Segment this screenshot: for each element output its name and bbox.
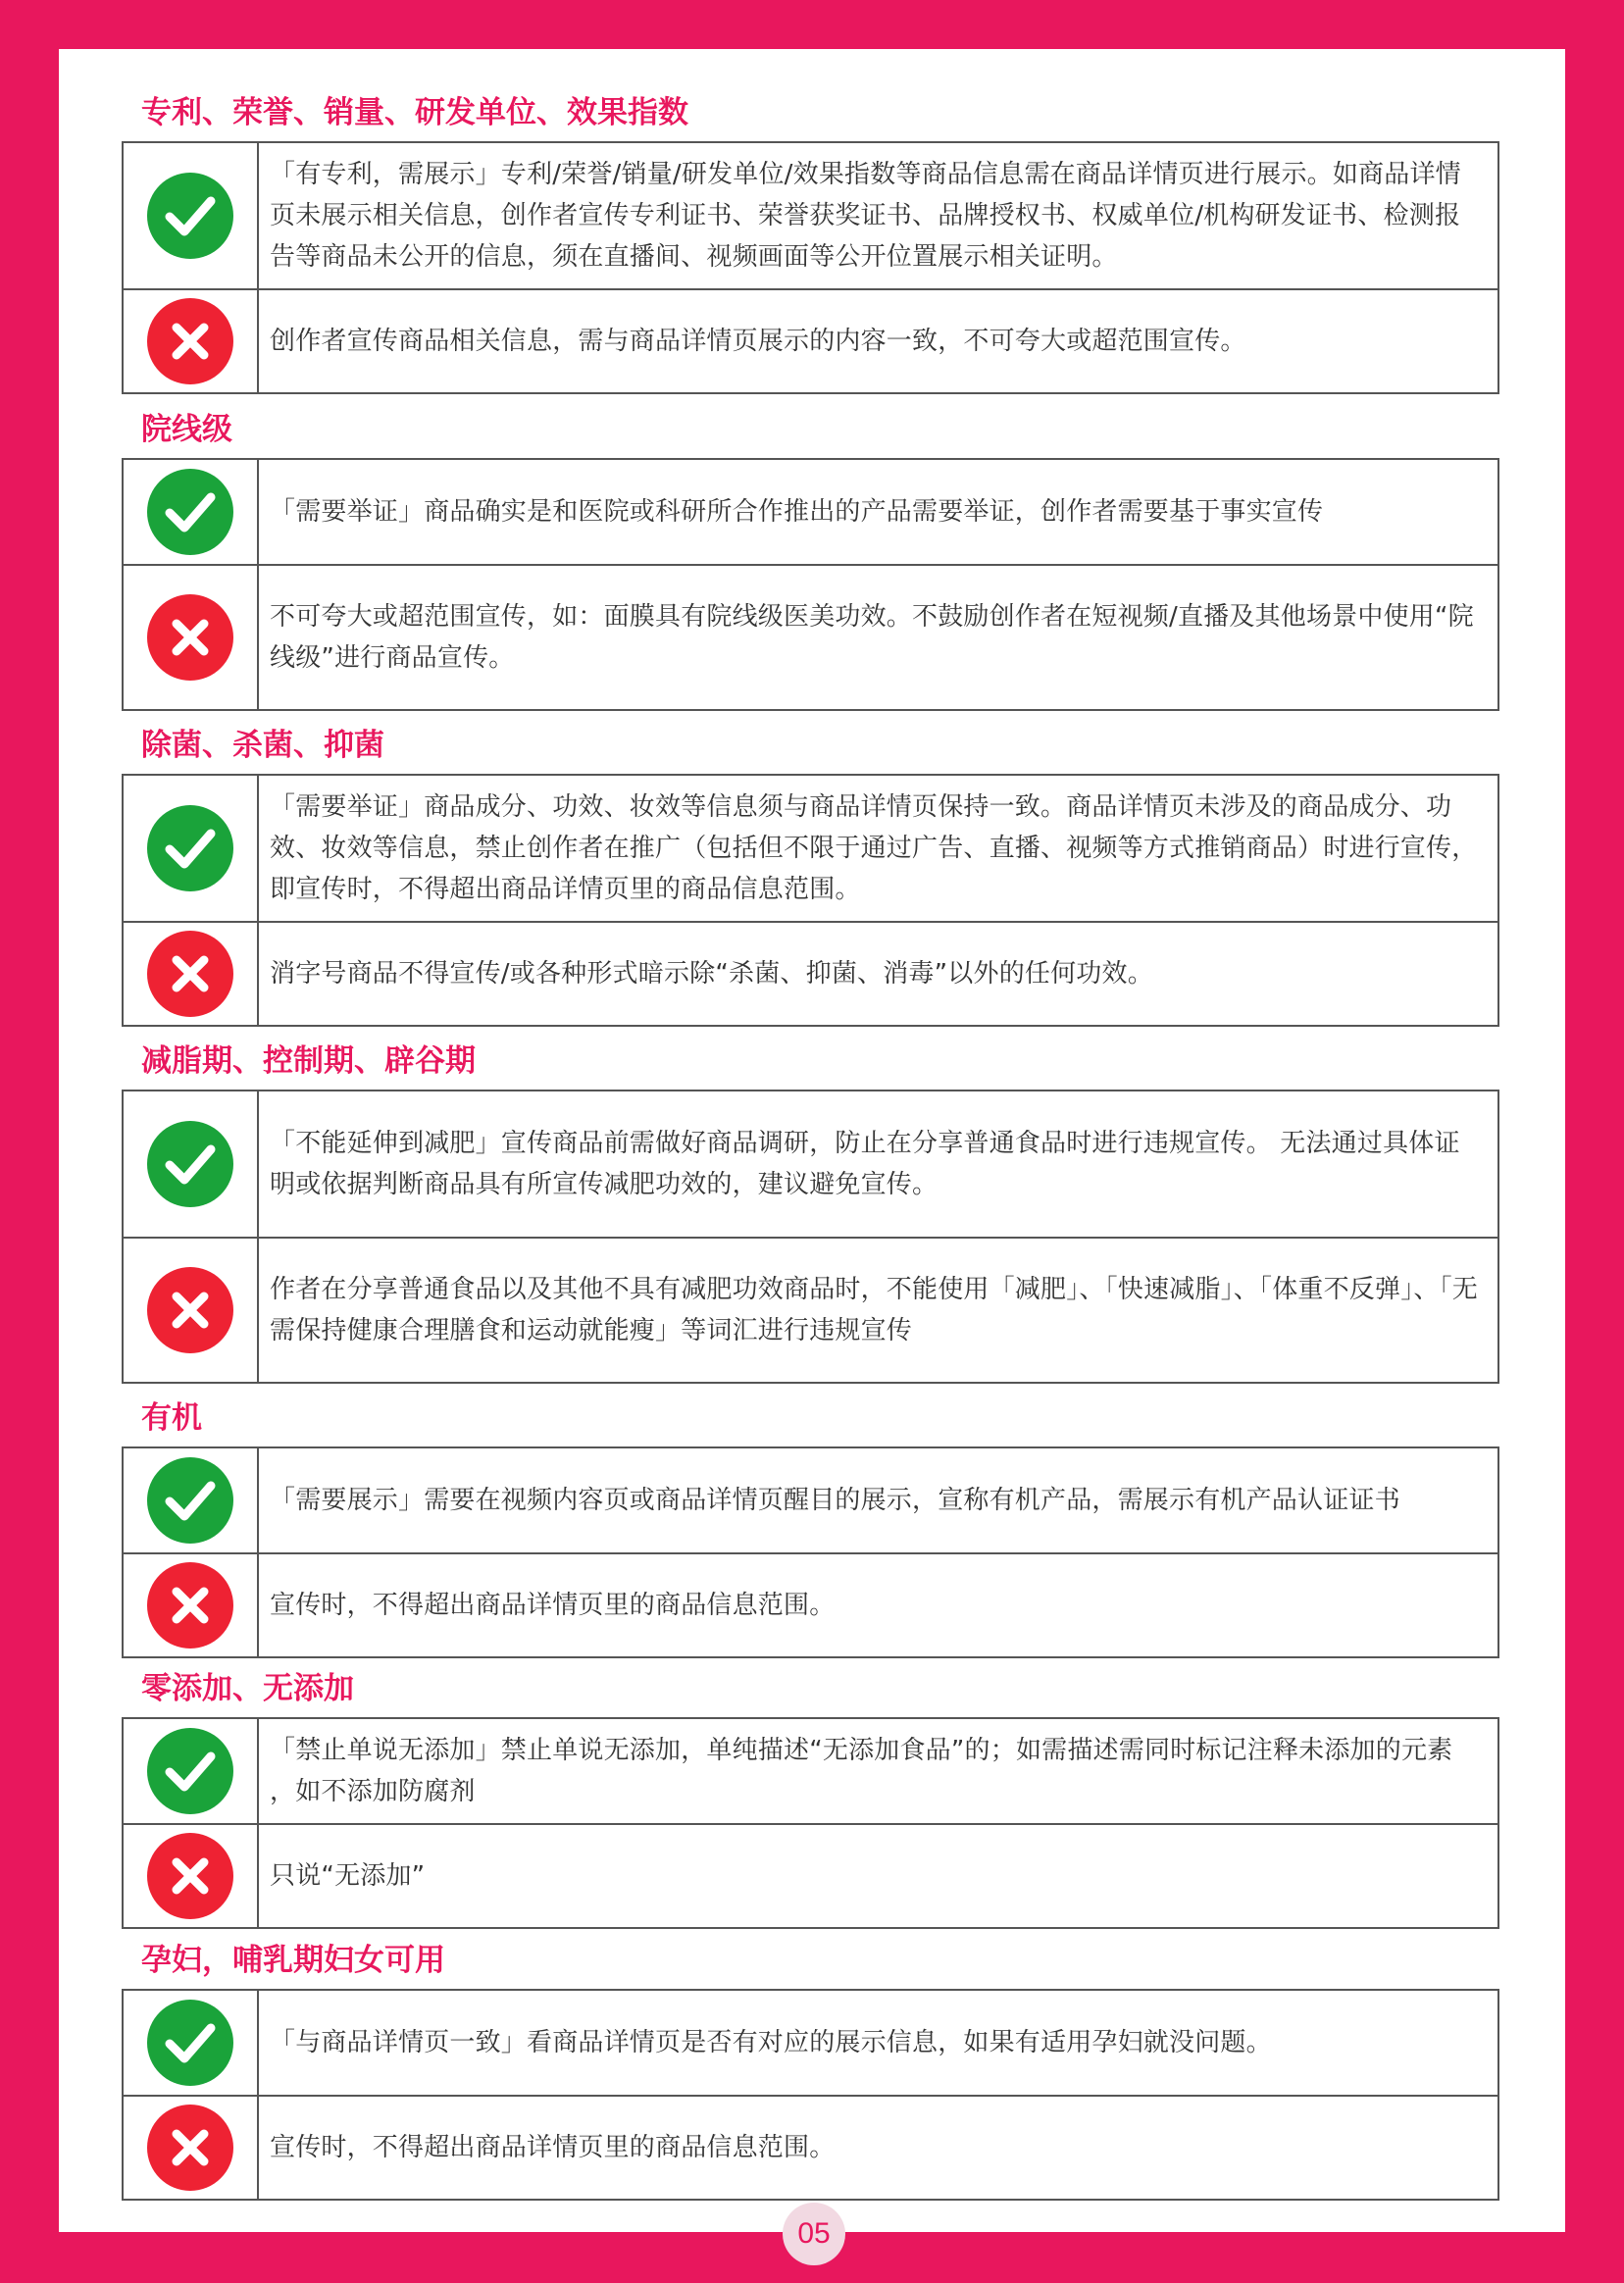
section-title: 院线级 [141, 412, 232, 447]
section-title: 除菌、杀菌、抑菌 [141, 728, 384, 763]
rule-row-allowed [124, 1448, 1497, 1552]
cross-icon [147, 2105, 233, 2191]
rule-table [122, 1989, 1499, 2201]
check-icon [147, 805, 233, 891]
rule-text: 不可夸大或超范围宣传，如：面膜具有院线级医美功效。不鼓励创作者在短视频/直播及其他场景中使用“院线级”进行商品宣传。 [270, 602, 1474, 673]
check-icon [147, 2000, 233, 2086]
rule-row-forbidden [124, 921, 1497, 1025]
cross-icon [147, 1562, 233, 1649]
rule-text: 「需要展示」需要在视频内容页或商品详情页醒目的展示，宣称有机产品，需展示有机产品认证证书 [270, 1486, 1400, 1515]
check-icon [147, 1728, 233, 1814]
rule-row-allowed [124, 1091, 1497, 1237]
rule-row-forbidden [124, 288, 1497, 392]
rule-text: 「与商品详情页一致」看商品详情页是否有对应的展示信息，如果有适用孕妇就没问题。 [270, 2028, 1272, 2057]
rule-row-forbidden [124, 1552, 1497, 1656]
rule-text: 「需要举证」商品成分、功效、妆效等信息须与商品详情页保持一致。商品详情页未涉及的商品成分、功效、妆效等信息，禁止创作者在推广（包括但不限于通过广告、直播、视频等方式推销商品）时进行宣传，即宣传时，不得超出商品详情页里的商品信息范围。 [270, 792, 1478, 904]
section-title: 减脂期、控制期、辟谷期 [141, 1043, 476, 1079]
section-title: 零添加、无添加 [141, 1671, 354, 1706]
rule-row-forbidden [124, 2095, 1497, 2199]
rule-text: 「有专利，需展示」专利/荣誉/销量/研发单位/效果指数等商品信息需在商品详情页进行展示。如商品详情页未展示相关信息，创作者宣传专利证书、荣誉获奖证书、品牌授权书、权威单位/机构研发证书、检测报告等商品未公开的信息，须在直播间、视频画面等公开位置展示相关证明。 [270, 160, 1461, 272]
rule-row-allowed [124, 1719, 1497, 1823]
rule-text: 宣传时，不得超出商品详情页里的商品信息范围。 [270, 2133, 836, 2162]
cross-icon [147, 931, 233, 1017]
rule-row-allowed [124, 143, 1497, 288]
rule-row-allowed [124, 776, 1497, 921]
rule-text: 「禁止单说无添加」禁止单说无添加，单纯描述“无添加食品”的；如需描述需同时标记注释未添加的元素 ，如不添加防腐剂 [270, 1736, 1453, 1806]
rule-text: 消字号商品不得宣传/或各种形式暗示除“杀菌、抑菌、消毒”以外的任何功效。 [270, 959, 1153, 989]
rule-text: 宣传时，不得超出商品详情页里的商品信息范围。 [270, 1591, 836, 1620]
cross-icon [147, 594, 233, 681]
rule-row-forbidden [124, 564, 1497, 709]
rule-text: 「需要举证」商品确实是和医院或科研所合作推出的产品需要举证，创作者需要基于事实宣传 [270, 497, 1324, 527]
rule-text: 创作者宣传商品相关信息，需与商品详情页展示的内容一致，不可夸大或超范围宣传。 [270, 327, 1246, 356]
section-title: 孕妇，哺乳期妇女可用 [141, 1943, 445, 1978]
rule-row-forbidden [124, 1823, 1497, 1927]
rule-text: 作者在分享普通食品以及其他不具有减肥功效商品时，不能使用「减肥」、「快速减脂」、「体重不反弹」、「无需保持健康合理膳食和运动就能瘦」等词汇进行违规宣传 [270, 1275, 1479, 1345]
check-icon [147, 1457, 233, 1544]
page-number: 05 [783, 2203, 845, 2265]
rule-table [122, 141, 1499, 394]
check-icon [147, 1121, 233, 1207]
rule-text: 「不能延伸到减肥」宣传商品前需做好商品调研，防止在分享普通食品时进行违规宣传。 无法通过具体证明或依据判断商品具有所宣传减肥功效的，建议避免宣传。 [270, 1129, 1460, 1199]
rule-row-allowed [124, 1991, 1497, 2095]
rule-table [122, 1090, 1499, 1384]
rule-table [122, 1446, 1499, 1658]
rule-table [122, 1717, 1499, 1929]
rule-text: 只说“无添加” [270, 1861, 426, 1891]
section-title: 专利、荣誉、销量、研发单位、效果指数 [141, 95, 688, 130]
rule-row-allowed [124, 460, 1497, 564]
rule-table [122, 774, 1499, 1027]
page-card [59, 49, 1565, 2232]
cross-icon [147, 298, 233, 384]
rule-table [122, 458, 1499, 711]
check-icon [147, 173, 233, 259]
check-icon [147, 469, 233, 555]
section-title: 有机 [141, 1400, 202, 1436]
rule-row-forbidden [124, 1237, 1497, 1382]
cross-icon [147, 1833, 233, 1919]
cross-icon [147, 1267, 233, 1353]
